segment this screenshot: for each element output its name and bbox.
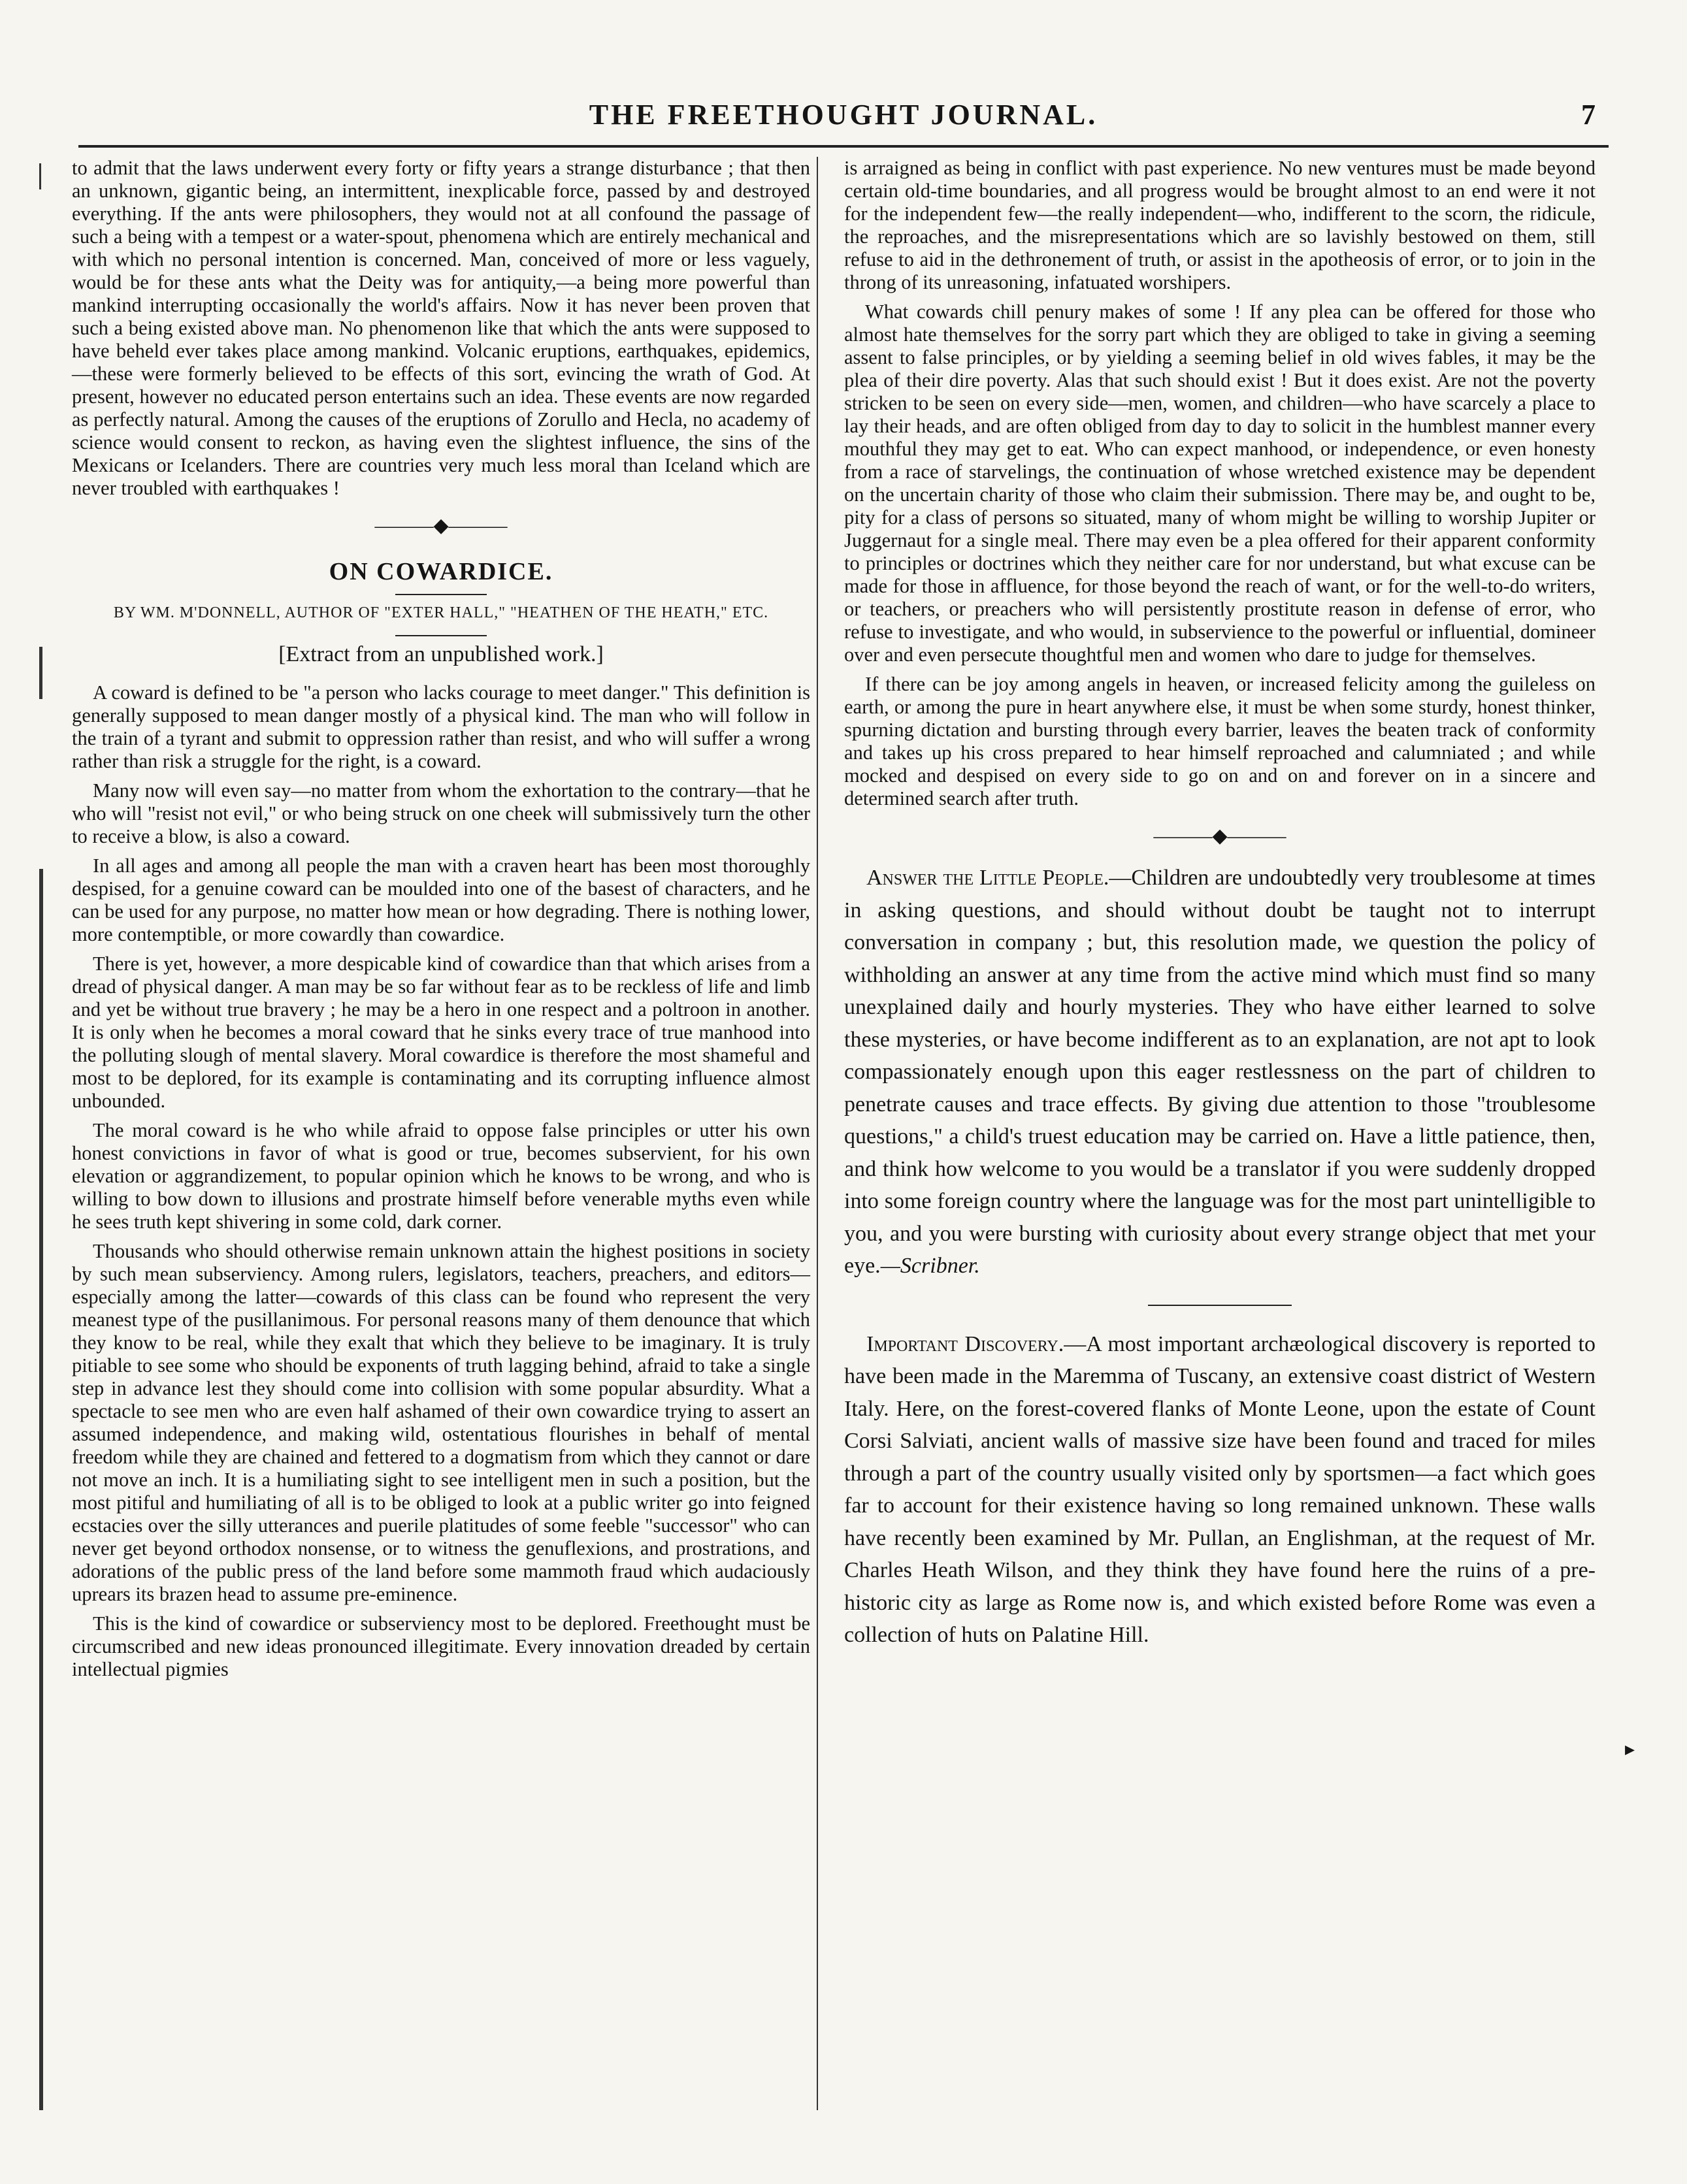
byline-rule xyxy=(395,635,487,636)
article-paragraph: If there can be joy among angels in heaven, or increased felicity among the guileless on earth, or among the pure in heart anywhere else, it must be when some sturdy, honest thinker, spurning dictation and bursting through every barrier, leaves the beaten track of conformity and takes up his cross prepared to hear himself reproached and calumniated ; and while mocked and despised on every side to go on and on and forever on in a sincere and determined search after truth. xyxy=(844,673,1596,809)
article-paragraph: There is yet, however, a more despicable kind of cowardice than that which arises from a dread of physical danger. A man may be so far without fear as to be reckless of life and limb and yet be without true bravery ; he may be a hero in one respect and a poltroon in another. It is only when he becomes a moral coward that he sinks every trace of true manhood into the polluting slough of mental slavery. Moral cowardice is therefore the most shameful and most to be deplored, for its example is contaminating and its corrupting influence almost unbounded. xyxy=(72,953,810,1112)
journal-title: THE FREETHOUGHT JOURNAL. xyxy=(589,99,1098,131)
section-ornament: ———◆——— xyxy=(1153,825,1286,847)
article-paragraph: is arraigned as being in conflict with past experience. No new ventures must be made beyond certain old-time boundaries, and all progress would be brought almost to an end were it not for the independent few—the really independent—who, indifferent to the scorn, the ridicule, the reproaches, and the misrepresentations which are so lavishly bestowed on them, still refuse to aid in the dethronement of truth, or assist in the apotheosis of error, or to join in the throng of its unreasoning, infatuated worshipers. xyxy=(844,157,1596,293)
article-title: ON COWARDICE. xyxy=(329,558,553,585)
section-ornament: ———◆——— xyxy=(374,515,508,536)
notice-rule xyxy=(1148,1305,1292,1306)
binding-edge-marks xyxy=(20,150,65,2110)
left-column xyxy=(72,157,810,1687)
notice-source: —Scribner. xyxy=(880,1254,980,1278)
title-rule xyxy=(395,594,487,595)
article-paragraph: The moral coward is he who while afraid to oppose false principles or utter his own honest convictions in favor of what is good or true, becomes subservient, for his own elevation or aggrandizement, to popular opinion which he knows to be wrong, and who is willing to bow down to illusions and prostrate himself before venerable myths even while he sees truth kept shivering in some cold, dark corner. xyxy=(72,1119,810,1233)
right-column xyxy=(844,157,1596,1658)
article-paragraph: This is the kind of cowardice or subserviency most to be deplored. Freethought must be circumscribed and new ideas pronounced illegitimate. Every innovation dreaded by certain intellectual pigmies xyxy=(72,1612,810,1680)
article-paragraph: A coward is defined to be "a person who lacks courage to meet danger." This definition is generally supposed to mean danger mostly of a physical kind. The man who will follow in the train of a tyrant and submit to oppression rather than resist, and who will suffer a wrong rather than risk a struggle for the right, is a coward. xyxy=(72,681,810,772)
notice-heading: Important Discovery. xyxy=(866,1331,1064,1356)
notice-important-discovery xyxy=(844,1328,1596,1652)
margin-arrow-icon: ▸ xyxy=(1624,1738,1635,1760)
article-paragraph: Thousands who should otherwise remain unknown attain the highest positions in society by such mean subserviency. Among rulers, legislators, teachers, preachers, and editors—especially among the latter—cowards of this class can be found who represent the very meanest type of the pusillanimous. For personal reasons many of them denounce that which they know to be real, while they exalt that which they believe to be imaginary. It is truly pitiable to see some who should be exponents of truth lagging behind, afraid to take a single step in advance lest they should come into collision with some popular absurdity. What a spectacle to see men who are even half ashamed of their own cowardice trying to assert an assumed independence, and making wild, ostentatious flourishes in behalf of mental freedom while they are chained and fettered to a dogmatism from which they cannot or dare not move an inch. It is a humiliating sight to see intelligent men in such a position, but the most pitiful and humiliating of all is to be obliged to look at a public writer go into feigned ecstacies over the silly utterances and puerile platitudes of some feeble "successor" who can never get beyond orthodox nonsense, or to witness the genuflexions, and prostrations, and adorations of the public press of the land before some mammoth fraud which audaciously uprears its brazen head to assume pre-eminence. xyxy=(72,1240,810,1605)
article-paragraph: In all ages and among all people the man with a craven heart has been most thoroughly despised, for a genuine coward can be moulded into one of the basest of characters, and he can be used for any purpose, no matter how mean or how degrading. There is nothing lower, more contemptible, or more cowardly than cowardice. xyxy=(72,855,810,945)
article-paragraph: What cowards chill penury makes of some ! If any plea can be offered for those who almost hate themselves for the sorry part which they are obliged to take in giving a seeming assent to false principles, or by yielding a seeming belief in old wives fables, it may be the plea of their dire poverty. Alas that such should exist ! But it does exist. Are not the poverty stricken to be seen on every side—men, women, and children—who have scarcely a place to lay their heads, and are often obliged from day to day to solicit in the humblest manner every mouthful they may get to eat. Who can expect manhood, or independence, or even honesty from a race of starvelings, the continuation of whose wretched existence may be dependent on the uncertain charity of those who claim their submission. There may be, and ought to be, pity for a class of persons so situated, many of whom might be willing to worship Jupiter or Juggernaut for a single meal. There may even be a plea offered for their apparent conformity to principles or doctrines which they neither care for nor understand, but what excuse can be made for those in affluence, for those beyond the reach of want, or for the well-to-do writers, or teachers, or preachers who will persistently prostitute reason in defense of error, who refuse to investigate, and who would, in subservience to the powerful or influential, domineer over and even persecute thoughtful men and women who dare to judge for themselves. xyxy=(844,301,1596,666)
column-divider xyxy=(817,157,818,2110)
notice-body: —A most important archæological discovery is reported to have been made in the Maremma of Tuscany, an extensive coast district of Western Italy. Here, on the forest-covered flanks of Monte Leone, upon the estate of Count Corsi Salviati, ancient walls of massive size have been found and traced for miles through a part of the country usually visited only by sportsmen—a fact which goes far to account for their existence having so long remained unknown. These walls have recently been examined by Mr. Pullan, an Englishman, at the request of Mr. Charles Heath Wilson, and they think they have found here the ruins of a pre-historic city as large as Rome now is, and which existed before Rome was even a collection of huts on Palatine Hill. xyxy=(844,1331,1596,1647)
page-number: 7 xyxy=(1581,99,1596,131)
continued-paragraph: to admit that the laws underwent every forty or fifty years a strange disturbance ; that then an unknown, gigantic being, an intermittent, inexplicable force, passed by and destroyed everything. If the ants were philosophers, they would not at all confound the passage of such a being with a tempest or a water-spout, phenomena which are entirely mechanical and with which no personal intention is concerned. Man, conceived of more or less vaguely, would be for these ants what the Deity was for antiquity,—a being more powerful than mankind interrupting occasionally the world's affairs. Now it has never been proven that such a being existed above man. No phenomenon like that which the ants were supposed to have beheld ever takes place among mankind. Volcanic eruptions, earthquakes, epidemics,—these were formerly believed to be effects of this sort, evincing the wrath of God. At present, however no educated person entertains such an idea. These events are now regarded as perfectly natural. Among the causes of the eruptions of Zorullo and Hecla, no academy of science would consent to reckon, as having even the slightest influence, the sins of the Mexicans or Icelanders. There are countries very much less moral than Iceland which are never troubled with earthquakes ! xyxy=(72,157,810,499)
notice-answer-little-people xyxy=(844,862,1596,1282)
header-rule xyxy=(78,145,1609,148)
notice-body: —Children are undoubtedly very troublesome at times in asking questions, and should without doubt be taught not to interrupt conversation in company ; but, this resolution made, we question the policy of withholding an answer at any time from the active mind which must find so many unexplained daily and hourly mysteries. They who have either learned to solve these mysteries, or have become indifferent as to an explanation, are not apt to look compassionately enough upon this eager restlessness on the part of children to penetrate causes and trace effects. By giving due attention to those "troublesome questions," a child's truest education may be carried on. Have a little patience, then, and think how welcome to you would be a translator if you were suddenly dropped into some foreign country where the language was for the most part unintelligible to you, and you were bursting with curiosity about every strange object that met your eye. xyxy=(844,866,1596,1278)
page-header xyxy=(78,98,1609,157)
article-subtitle: [Extract from an unpublished work.] xyxy=(278,642,604,666)
article-paragraph: Many now will even say—no matter from whom the exhortation to the contrary—that he who will "resist not evil," or who being struck on one cheek will submissively turn the other to receive a blow, is also a coward. xyxy=(72,779,810,847)
article-byline: BY WM. M'DONNELL, AUTHOR OF "EXTER HALL," "HEATHEN OF THE HEATH," ETC. xyxy=(113,604,769,621)
notice-heading: Answer the Little People. xyxy=(866,866,1109,890)
